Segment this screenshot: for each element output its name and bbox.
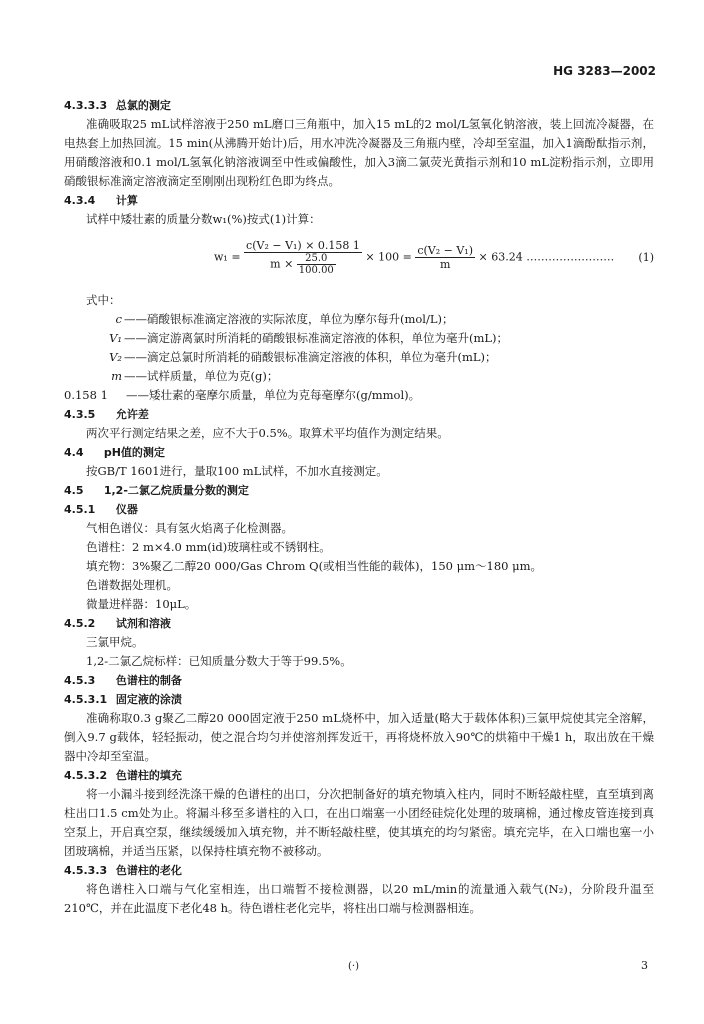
fraction xyxy=(244,239,362,276)
fraction xyxy=(415,244,475,271)
variable-symbol: m xyxy=(111,369,122,383)
constant-row xyxy=(64,386,654,405)
section-heading xyxy=(64,861,654,880)
section-number: 4.3.3.3 xyxy=(64,99,108,112)
formula-1 xyxy=(64,231,654,289)
variable-symbol: V₁ xyxy=(109,331,122,345)
section-number: 4.4 xyxy=(64,446,84,459)
variable-row xyxy=(64,329,654,348)
fraction-denominator: m xyxy=(439,258,451,271)
section-number: 4.3.5 xyxy=(64,408,96,421)
section-title: 固定液的涂渍 xyxy=(115,693,182,706)
where-label: 式中： xyxy=(86,293,121,307)
page-number: 3 xyxy=(641,959,648,972)
section-heading xyxy=(64,614,654,633)
section-title: 总氯的测定 xyxy=(115,99,171,112)
inner-numerator: 25.0 xyxy=(297,253,336,265)
list-line: 1,2-二氯乙烷标样：已知质量分数大于等于99.5%。 xyxy=(86,654,352,668)
paragraph: 两次平行测定结果之差，应不大于0.5%。取算术平均值作为测定结果。 xyxy=(86,426,449,440)
list-line: 微量进样器：10μL。 xyxy=(86,597,197,611)
variable-symbol: V₂ xyxy=(109,350,122,364)
fraction-numerator: c(V₂ − V₁) × 0.158 1 xyxy=(246,239,360,252)
formula-expression xyxy=(214,239,614,276)
variable-list xyxy=(64,310,654,405)
section-number: 4.5.3.3 xyxy=(64,864,108,877)
footer-mark: (·) xyxy=(348,961,359,972)
paragraph: 准确称取0.3 g聚乙二醇20 000固定液于250 mL烧杯中，加入适量(略大于载体体积)三氯甲烷使其完全溶解，倒入9.7 g载体，轻轻振动，使之混合均匀并使溶剂挥发近干，再将烧杯放入90℃的烘箱中干燥1 h，取出放在干燥器中冷却至室温。 xyxy=(64,711,654,763)
paragraph: 将色谱柱入口端与气化室相连，出口端暂不接检测器，以20 mL/min的流量通入载气(N₂)，分阶段升温至210℃，并在此温度下老化48 h。待色谱柱老化完毕，将柱出口端与检测器相连。 xyxy=(64,882,654,915)
paragraph: 按GB/T 1601进行，量取100 mL试样，不加水直接测定。 xyxy=(86,464,388,478)
section-heading xyxy=(64,443,654,462)
constant-symbol: 0.158 1 xyxy=(64,388,108,402)
variable-description: ——试样质量，单位为克(g)； xyxy=(124,369,279,383)
variable-description: ——滴定总氯时所消耗的硝酸银标准滴定溶液的体积，单位为毫升(mL)； xyxy=(124,350,497,364)
section-heading xyxy=(64,191,654,210)
formula-tail: × 63.24 …………………… xyxy=(478,250,615,264)
standard-code: HG 3283—2002 xyxy=(553,64,656,78)
section-title: pH值的测定 xyxy=(103,446,165,459)
section-heading xyxy=(64,481,654,500)
paragraph: 准确吸取25 mL试样溶液于250 mL磨口三角瓶中，加入15 mL的2 mol/L氢氧化钠溶液，装上回流冷凝器，在电热套上加热回流。15 min(从沸腾开始计)后，用水冲洗冷凝器及三角瓶内壁，冷却至室温，加入1滴酚酞指示剂，用硝酸溶液和0.1 mol/L氢氧化钠溶液调至中性或偏酸性，加入3滴二氯荧光黄指示剂和10 mL淀粉指示剂，立即用硝酸银标准滴定溶液滴定至刚刚出现粉红色即为终点。 xyxy=(64,117,654,188)
section-number: 4.5 xyxy=(64,484,84,497)
equation-number: (1) xyxy=(638,251,654,264)
formula-lhs: w₁ = xyxy=(214,250,241,264)
fraction-denominator xyxy=(244,253,362,276)
section-number: 4.5.2 xyxy=(64,617,96,630)
section-heading xyxy=(64,690,654,709)
list-line: 气相色谱仪：具有氢火焰离子化检测器。 xyxy=(86,521,293,535)
variable-symbol: c xyxy=(115,312,122,326)
paragraph: 试样中矮壮素的质量分数w₁(%)按式(1)计算： xyxy=(86,212,321,226)
formula-times-100: × 100 = xyxy=(365,250,412,264)
section-heading xyxy=(64,96,654,115)
section-number: 4.5.1 xyxy=(64,503,96,516)
inner-denominator: 100.00 xyxy=(298,265,334,276)
section-title: 色谱柱的制备 xyxy=(115,674,182,687)
variable-row xyxy=(64,348,654,367)
section-heading xyxy=(64,405,654,424)
denominator-mass: m × xyxy=(270,257,294,271)
section-heading xyxy=(64,671,654,690)
document-body xyxy=(64,96,654,918)
variable-description: ——硝酸银标准滴定溶液的实际浓度，单位为摩尔每升(mol/L)； xyxy=(124,312,454,326)
constant-description: ——矮壮素的毫摩尔质量，单位为克每毫摩尔(g/mmol)。 xyxy=(126,388,421,402)
paragraph: 将一小漏斗接到经洗涤干燥的色谱柱的出口，分次把制备好的填充物填入柱内，同时不断轻敲柱壁，直至填到离柱出口1.5 cm处为止。将漏斗移至多谱柱的入口，在出口端塞一小团经硅烷化处理的玻璃棉，通过橡皮管连接到真空泵上，开启真空泵，继续缓缓加入填充物，并不断轻敲柱壁，使其填充的均匀紧密。填充完毕，在入口端也塞一小团玻璃棉，并适当压紧，以保持柱填充物不被移动。 xyxy=(64,787,654,858)
section-number: 4.5.3.2 xyxy=(64,769,108,782)
list-line: 色谱数据处理机。 xyxy=(86,578,178,592)
variable-row xyxy=(64,310,654,329)
section-number: 4.5.3.1 xyxy=(64,693,108,706)
section-title: 试剂和溶液 xyxy=(115,617,171,630)
variable-row xyxy=(64,367,654,386)
section-number: 4.3.4 xyxy=(64,194,96,207)
list-line: 色谱柱：2 m×4.0 mm(id)玻璃柱或不锈钢柱。 xyxy=(86,540,331,554)
inner-fraction xyxy=(297,253,336,276)
section-title: 1,2-二氯乙烷质量分数的测定 xyxy=(103,484,249,497)
section-title: 色谱柱的老化 xyxy=(115,864,182,877)
section-title: 允许差 xyxy=(115,408,149,421)
section-title: 仪器 xyxy=(115,503,138,516)
section-title: 计算 xyxy=(115,194,138,207)
section-heading xyxy=(64,766,654,785)
section-number: 4.5.3 xyxy=(64,674,96,687)
fraction-numerator: c(V₂ − V₁) xyxy=(417,244,474,257)
list-line: 填充物：3%聚乙二醇20 000/Gas Chrom Q(或相当性能的载体)，150 μm～180 μm。 xyxy=(86,559,543,573)
list-line: 三氯甲烷。 xyxy=(86,635,144,649)
variable-description: ——滴定游离氯时所消耗的硝酸银标准滴定溶液的体积，单位为毫升(mL)； xyxy=(124,331,509,345)
section-title: 色谱柱的填充 xyxy=(115,769,182,782)
section-heading xyxy=(64,500,654,519)
